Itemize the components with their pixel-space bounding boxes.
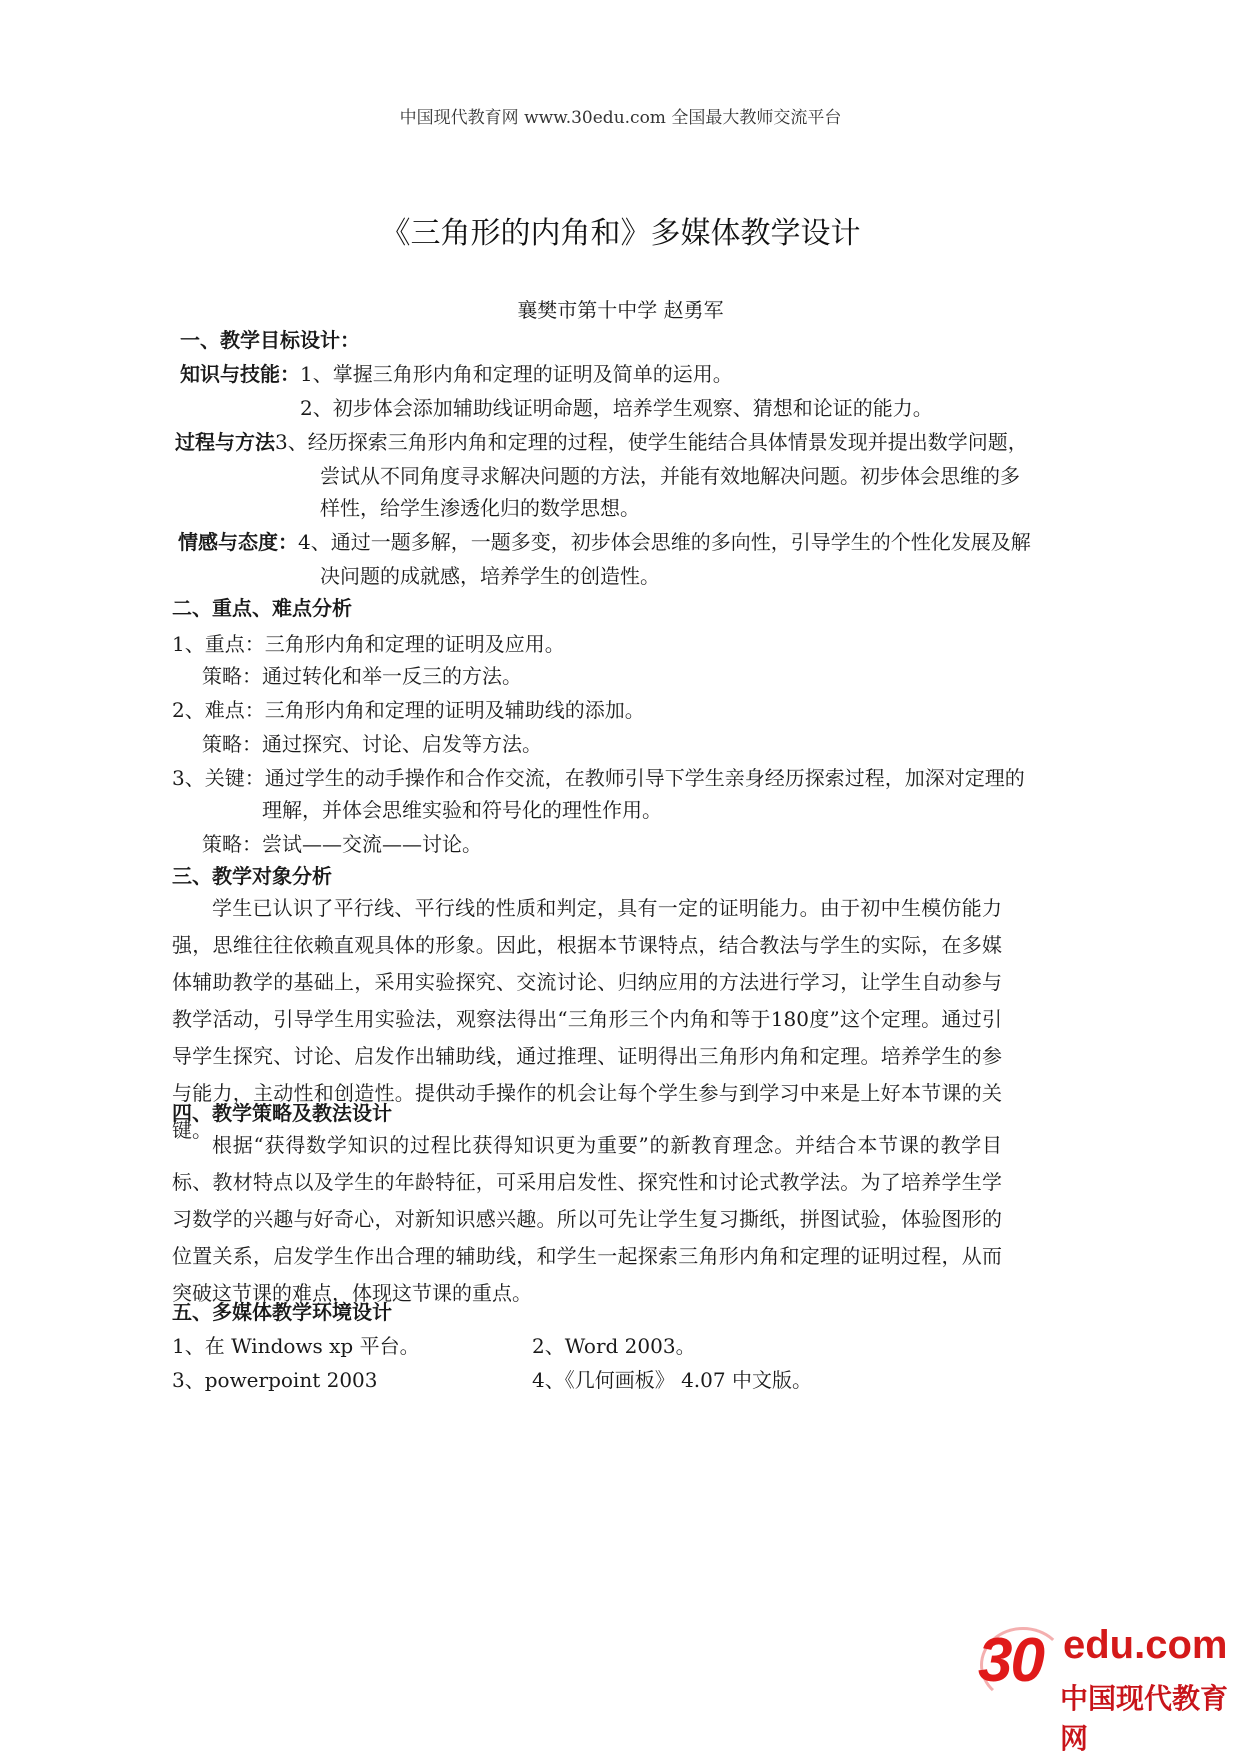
knowledge-skills-item-2: 2、初步体会添加辅助线证明命题，培养学生观察、猜想和论证的能力。	[300, 396, 933, 420]
env-item-3: 3、powerpoint 2003	[172, 1368, 378, 1392]
section-2-heading: 二、重点、难点分析	[172, 596, 352, 620]
section-3-paragraph: 学生已认识了平行线、平行线的性质和判定，具有一定的证明能力。由于初中生模仿能力强，思维往往依赖直观具体的形象。因此，根据本节课特点，结合教法与学生的实际，在多媒体辅助教学的基础上，采用实验探究、交流讨论、归纳应用的方法进行学习，让学生自动参与教学活动，引导学生用实验法，观察法得出“三角形三个内角和等于180度”这个定理。通过引导学生探究、讨论、启发作出辅助线，通过推理、证明得出三角形内角和定理。培养学生的参与能力，主动性和创造性。提供动手操作的机会让每个学生参与到学习中来是上好本节课的关键。	[172, 896, 1002, 1142]
difficulty-line: 2、难点：三角形内角和定理的证明及辅助线的添加。	[172, 698, 645, 722]
logo-site-name: 中国现代教育网	[1060, 1682, 1229, 1755]
difficulty-strategy: 策略：通过探究、讨论、启发等方法。	[202, 732, 542, 756]
site-logo	[978, 1605, 1229, 1755]
page-header: 中国现代教育网 www.30edu.com 全国最大教师交流平台	[399, 108, 842, 128]
section-4-paragraph: 根据“获得数学知识的过程比获得知识更为重要”的新教育理念。并结合本节课的教学目标、教材特点以及学生的年龄特征，可采用启发性、探究性和讨论式教学法。为了培养学生学习数学的兴趣与好奇心，对新知识感兴趣。所以可先让学生复习撕纸，拼图试验，体验图形的位置关系，启发学生作出合理的辅助线，和学生一起探索三角形内角和定理的证明过程，从而突破这节课的难点，体现这节课的重点。	[172, 1133, 1002, 1305]
author-line: 襄樊市第十中学 赵勇军	[517, 298, 724, 322]
critical-line-2: 理解，并体会思维实验和符号化的理性作用。	[262, 798, 662, 822]
env-item-2: 2、Word 2003。	[532, 1334, 696, 1358]
emotion-attitude-label: 情感与态度：	[178, 530, 298, 554]
emotion-attitude-line-2: 决问题的成就感，培养学生的创造性。	[320, 564, 660, 588]
section-1-heading: 一、教学目标设计：	[180, 328, 360, 352]
critical-strategy: 策略：尝试——交流——讨论。	[202, 832, 482, 856]
process-method-line-3: 样性，给学生渗透化归的数学思想。	[320, 496, 640, 520]
process-method-label: 过程与方法	[175, 430, 275, 454]
section-5-heading: 五、多媒体教学环境设计	[172, 1300, 392, 1324]
logo-domain: edu.com	[1063, 1623, 1228, 1667]
env-item-4: 4、《几何画板》 4.07 中文版。	[532, 1368, 812, 1392]
key-point-line: 1、重点：三角形内角和定理的证明及应用。	[172, 632, 565, 656]
emotion-attitude-row	[178, 524, 1031, 561]
critical-line-1: 3、关键：通过学生的动手操作和合作交流，在教师引导下学生亲身经历探索过程，加深对定理的	[172, 766, 1025, 790]
env-item-1: 1、在 Windows xp 平台。	[172, 1334, 420, 1358]
knowledge-skills-item-1: 1、掌握三角形内角和定理的证明及简单的运用。	[300, 362, 733, 386]
logo-number: 30	[978, 1626, 1043, 1695]
knowledge-skills-row	[180, 356, 733, 393]
knowledge-skills-label: 知识与技能：	[180, 362, 300, 386]
process-method-line-1: 3、经历探索三角形内角和定理的过程，使学生能结合具体情景发现并提出数学问题，	[275, 430, 1028, 454]
document-title: 《三角形的内角和》多媒体教学设计	[380, 216, 861, 251]
emotion-attitude-line-1: 4、通过一题多解，一题多变，初步体会思维的多向性，引导学生的个性化发展及解	[298, 530, 1031, 554]
process-method-line-2: 尝试从不同角度寻求解决问题的方法，并能有效地解决问题。初步体会思维的多	[320, 464, 1020, 488]
process-method-row	[175, 424, 1028, 461]
section-4-heading: 四、教学策略及教法设计	[172, 1101, 392, 1125]
section-3-heading: 三、教学对象分析	[172, 864, 332, 888]
key-point-strategy: 策略：通过转化和举一反三的方法。	[202, 664, 522, 688]
